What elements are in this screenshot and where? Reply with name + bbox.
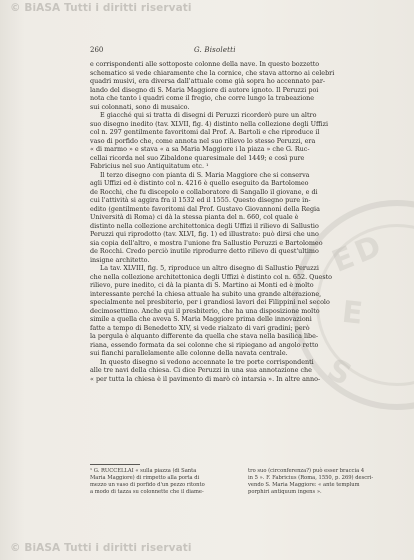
body-line: nota che tanto i quadri come il fregio, che corre lungo la trabeazione <box>90 94 315 102</box>
body-line: la pergula è alquanto differente da quella che stava nella basilica libe- <box>90 332 319 340</box>
body-line: Peruzzi qui riprodotto (tav. XLVI, fig. 1) ed illustrato: può dirsi che uno <box>90 230 319 238</box>
footnote-column-right <box>248 468 388 496</box>
footnote-line: porphiri antiquum ingens ». <box>248 489 322 495</box>
body-line: e corrispondenti alle sottoposte colonne della nave. In questo bozzetto <box>90 60 320 68</box>
body-line: schematico si vede chiaramente che la cornice, che stava attorno ai celebri <box>90 68 335 77</box>
body-line: Università di Roma) ci dà la stessa pianta del n. 660, col quale è <box>90 213 299 221</box>
body-line: col n. 297 gentilmente favoritomi dal Prof. A. Bartoli e che riproduce il <box>90 128 320 136</box>
body-line: sui colonnati, sono di musaico. <box>90 102 190 111</box>
footnote-line: Maria Maggiore) di rimpetto alla porta di <box>90 475 200 481</box>
seal-letter: S <box>321 352 361 396</box>
body-line: riana, essendo formata da sei colonne che si ripiegano ad angolo retto <box>90 340 319 349</box>
body-line: « di marmo » e stava « a sa Maria Maggiore i la piaza » che G. Ruc- <box>90 145 310 153</box>
footnote-line: mezzo un vaso di porfido d'un pezzo ritonto <box>90 482 205 488</box>
running-head-author: G. Bisoletti <box>194 46 236 54</box>
body-line: suo disegno inedito (tav. XLVII, fig. 4) distinto nella collezione degli Uffizi <box>90 119 328 128</box>
running-header <box>90 46 390 58</box>
body-line: Il terzo disegno con pianta di S. Maria Maggiore che si conserva <box>100 170 310 179</box>
body-line: agli Uffizi ed è distinto col n. 4216 è quello eseguito da Bartolomeo <box>90 179 309 187</box>
footnote-rule <box>90 464 140 465</box>
body-line: lando del disegno di S. Maria Maggiore di autore ignoto. Il Peruzzi poi <box>90 85 319 94</box>
footnote-line: tro suo (circonferenza?) può esser braccia 4 <box>248 468 365 474</box>
body-line: specialmente nel presbiterio, per i grandiosi lavori dei Filippini nel secolo <box>90 298 330 306</box>
body-line: simile a quella che aveva S. Maria Maggiore prima delle innovazioni <box>90 315 312 323</box>
watermark-top: © BiASA Tutti i diritti riservati <box>10 2 192 14</box>
footnote-line: vendo S. Maria Maggiore: « ante templum <box>248 482 360 488</box>
body-line: alle tre navi della chiesa. Ci dice Peruzzi in una sua annotazione che <box>90 366 312 374</box>
footnote-line: ¹ G. RUCCELLAI « sulla piazza (di Santa <box>90 468 197 474</box>
body-line: cui l'attività si aggira fra il 1532 ed il 1555. Questo disegno pure in- <box>90 196 311 204</box>
body-line: che nella collezione architettonica degli Uffizi è distinto col n. 652. Questo <box>90 272 333 281</box>
body-line: Fabricius nel suo Antiquitatum etc. ¹ <box>90 162 209 170</box>
body-line: cellai ricorda nel suo Zibaldone quaresimale del 1449; e così pure <box>90 153 305 162</box>
body-line: interessante perché la chiesa attuale ha subito una grande alterazione, <box>90 289 322 298</box>
body-line: E giacché qui si tratta di disegni di Peruzzi ricorderò pure un altro <box>100 111 317 119</box>
body-line: In questo disegno si vedono accennate le tre porte corrispondenti <box>100 357 314 366</box>
seal-letter: ED <box>327 227 390 280</box>
body-line: sui fianchi parallelamente alle colonne della navata centrale. <box>90 349 288 357</box>
body-text <box>90 60 388 383</box>
body-line: quadri musivi, era diversa dall'attuale come già sopra ho accennato par- <box>90 77 326 85</box>
body-line: de Rocchi, che fu discepolo e collaboratore di Sangallo il giovane, e di <box>90 187 318 196</box>
seal-letter: E <box>340 294 369 333</box>
watermark-bottom: © BiASA Tutti i diritti riservati <box>10 542 192 554</box>
body-line: insigne architetto. <box>90 255 150 264</box>
body-line: distinto nella collezione architettonica degli Uffizi il rilievo di Sallustio <box>90 221 319 230</box>
body-line: vaso di porfido che, come annota nel suo rilievo lo stesso Peruzzi, era <box>90 136 316 145</box>
body-line: decimosettimo. Anche qui il presbiterio, che ha una disposizione molto <box>90 306 320 315</box>
footnotes <box>90 468 388 518</box>
body-line: edito (gentilmente favoritomi dal Prof. Gustavo Giovannoni della Regia <box>90 204 320 213</box>
body-line: fatte a tempo di Benedetto XIV, si vede rialzato di vari gradini; però <box>90 323 310 332</box>
body-line: rilievo, pure inedito, ci dà la pianta di S. Martino ai Monti ed è molto <box>90 281 314 289</box>
body-line: « per tutta la chiesa è il pavimento di marò cò intarsia ». In altre anno- <box>90 374 321 383</box>
body-line: La tav. XLVIII, fig. 5, riproduce un altro disegno di Sallustio Peruzzi <box>100 264 319 272</box>
body-line: de Rocchi. Credo perciò inutile riprodurre detto rilievo di quest'ultimo <box>90 247 319 255</box>
footnote-line: a modo di tazza su colonnette che il diame- <box>90 489 204 495</box>
footnote-column-left <box>90 468 230 496</box>
footnote-line: in 5 ». F. Fabricius (Roma, 1550, p. 269) descri- <box>248 475 374 481</box>
body-line: sia copia dell'altro, e mostra l'unione fra Sallustio Peruzzi e Bartolomeo <box>90 238 323 247</box>
page-number: 260 <box>90 46 104 54</box>
